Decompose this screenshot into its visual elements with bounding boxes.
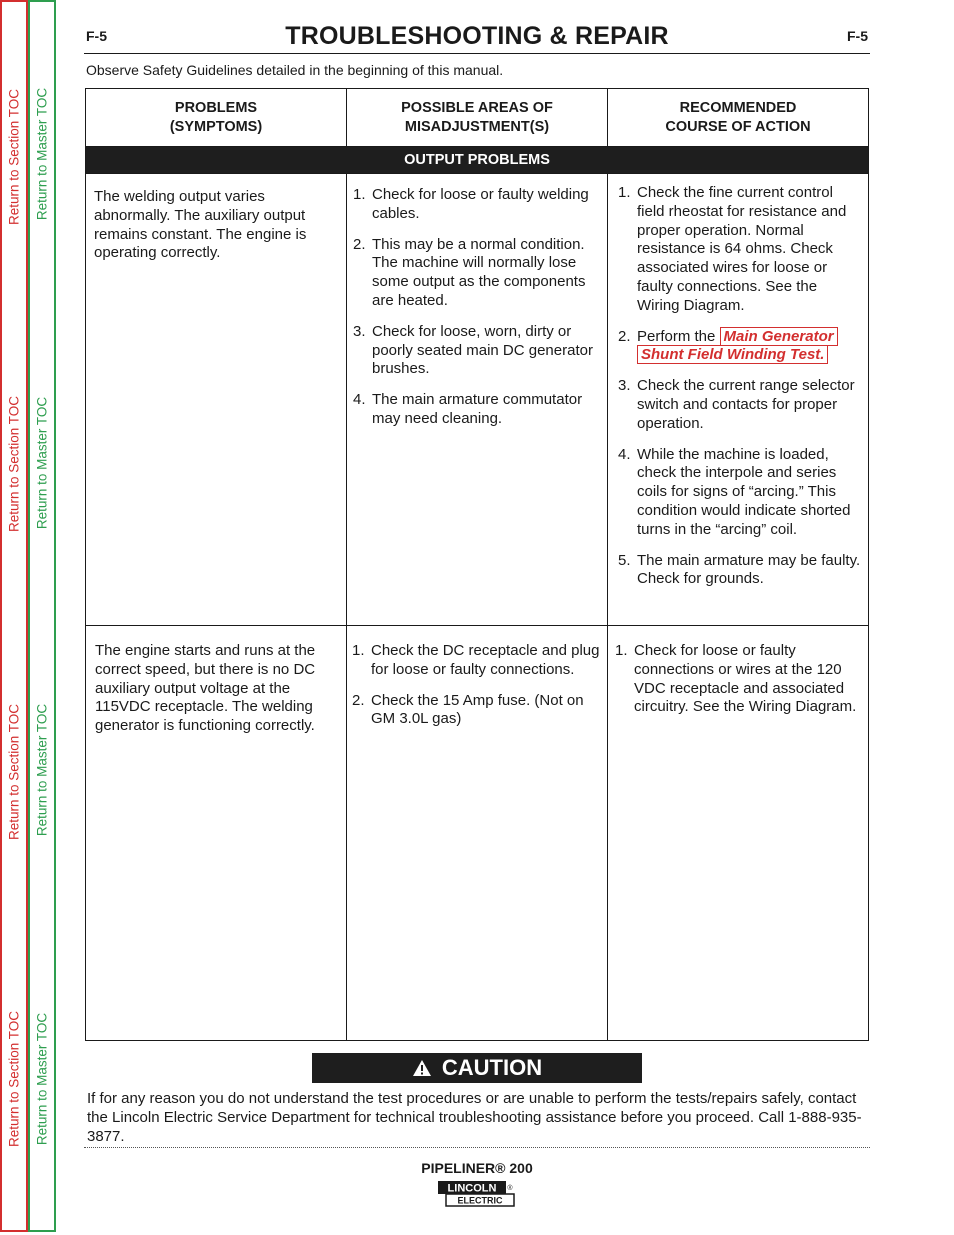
areas-cell: [352, 642, 600, 741]
problem-text: The engine starts and runs at the correct speed, but there is no DC auxiliary output voltage at the 115VDC receptacle. The welding generator is functioning correctly.: [95, 642, 316, 735]
safety-note: Observe Safety Guidelines detailed in the beginning of this manual.: [86, 62, 504, 78]
header-areas: [347, 89, 607, 146]
item-number: 1.: [615, 642, 628, 659]
product-name: PIPELINER® 200: [421, 1160, 533, 1176]
item-number: 4.: [353, 391, 366, 409]
warning-icon: [412, 1059, 432, 1077]
item-number: 1.: [353, 186, 366, 203]
item-number: 3.: [353, 322, 366, 340]
return-to-master-toc-link[interactable]: Return to Master TOC: [34, 703, 50, 837]
list-item: [618, 552, 862, 590]
logo-top-text: LINCOLN: [447, 1182, 497, 1195]
logo-registered-mark: ®: [507, 1185, 513, 1192]
section-toc-rail: [0, 0, 28, 1232]
item-number: 1.: [618, 184, 631, 201]
caution-label: CAUTION: [441, 1055, 543, 1080]
return-to-section-toc-link[interactable]: Return to Section TOC: [6, 703, 22, 841]
header-areas-line1: POSSIBLE AREAS OF: [401, 99, 553, 116]
areas-cell: [353, 186, 599, 441]
column-divider: [607, 89, 608, 1040]
list-item: [618, 377, 862, 433]
logo-bottom-text: ELECTRIC: [457, 1195, 503, 1206]
item-number: 2.: [618, 327, 631, 345]
item-text-prefix: Perform the: [637, 327, 716, 345]
item-number: 3.: [618, 377, 631, 395]
item-text: The main armature commutator may need cleaning.: [372, 391, 583, 427]
list-item: [353, 186, 599, 224]
return-to-master-toc-link[interactable]: Return to Master TOC: [34, 1012, 50, 1146]
return-to-section-toc-link[interactable]: Return to Section TOC: [6, 88, 22, 226]
item-text: Check the DC receptacle and plug for loose or faulty connections.: [371, 642, 600, 678]
section-band: OUTPUT PROBLEMS: [86, 146, 868, 174]
item-text: This may be a normal condition. The machine will normally lose some output as the components are heated.: [372, 235, 586, 309]
lincoln-electric-logo: [437, 1180, 515, 1207]
item-text: Check the current range selector switch and contacts for proper operation.: [637, 377, 855, 432]
item-number: 2.: [352, 691, 365, 709]
shunt-field-winding-test-link[interactable]: Shunt Field Winding Test.: [637, 345, 828, 364]
item-text: Check the fine current control field rheostat for resistance and proper operation. Normal resistance is 64 ohms. Check associated wires for loose or faulty connections. See the Wiring Diagram.: [637, 184, 847, 314]
troubleshooting-table: [85, 88, 869, 1041]
header-problems: [86, 89, 346, 146]
page-number-left: F-5: [86, 28, 107, 44]
list-item: [618, 184, 862, 316]
list-item: [353, 236, 599, 311]
return-to-section-toc-link[interactable]: Return to Section TOC: [6, 1010, 22, 1148]
header-areas-line2: MISADJUSTMENT(S): [404, 118, 550, 135]
return-to-master-toc-link[interactable]: Return to Master TOC: [34, 396, 50, 530]
list-item: [353, 323, 599, 379]
row-divider: [86, 625, 868, 626]
list-item: [618, 446, 862, 540]
title-divider: [84, 53, 870, 54]
item-text: Check the 15 Amp fuse. (Not on GM 3.0L gas): [371, 691, 584, 728]
list-item: [352, 642, 600, 680]
problem-cell: [95, 642, 335, 748]
item-text: While the machine is loaded, check the interpole and series coils for signs of “arcing.” This condition would indicate shorted turns in the “arcing” coil.: [637, 445, 851, 538]
list-item: [352, 692, 600, 730]
problem-text: The welding output varies abnormally. The auxiliary output remains constant. The engine is operating correctly.: [94, 188, 307, 262]
header-action-line1: RECOMMENDED: [679, 99, 797, 116]
return-to-section-toc-link[interactable]: Return to Section TOC: [6, 395, 22, 533]
page-number-right: F-5: [847, 28, 868, 44]
item-number: 5.: [618, 551, 631, 569]
list-item: [615, 642, 861, 717]
header-action: [608, 89, 868, 146]
header-problems-line1: PROBLEMS: [174, 99, 258, 116]
item-number: 4.: [618, 445, 631, 463]
item-text: [637, 328, 862, 366]
column-divider: [346, 89, 347, 1040]
item-text: Check for loose or faulty connections or wires at the 120 VDC receptacle and associated circuitry. See the Wiring Diagram.: [634, 642, 857, 716]
item-number: 1.: [352, 642, 365, 659]
list-item: [618, 328, 862, 366]
main-generator-test-link[interactable]: Main Generator: [720, 327, 838, 346]
item-text: The main armature may be faulty. Check for grounds.: [637, 551, 861, 588]
action-cell: [618, 184, 862, 601]
item-number: 2.: [353, 235, 366, 253]
master-toc-rail: [28, 0, 56, 1232]
header-problems-line2: (SYMPTOMS): [169, 118, 263, 135]
return-to-master-toc-link[interactable]: Return to Master TOC: [34, 87, 50, 221]
caution-banner: [312, 1053, 642, 1083]
footer-divider: [84, 1147, 870, 1148]
page-title: TROUBLESHOOTING & REPAIR: [285, 22, 669, 50]
item-text: Check for loose or faulty welding cables.: [372, 186, 589, 222]
action-cell: [615, 642, 861, 729]
list-item: [353, 391, 599, 429]
problem-cell: [94, 188, 334, 275]
item-text: Check for loose, worn, dirty or poorly seated main DC generator brushes.: [372, 322, 593, 378]
header-action-line2: COURSE OF ACTION: [665, 118, 811, 135]
caution-text: If for any reason you do not understand the test procedures or are unable to perform the tests/repairs safely, contact the Lincoln Electric Service Department for technical troubleshooting assistance before you proceed. Call 1-888-935-3877.: [87, 1090, 862, 1145]
